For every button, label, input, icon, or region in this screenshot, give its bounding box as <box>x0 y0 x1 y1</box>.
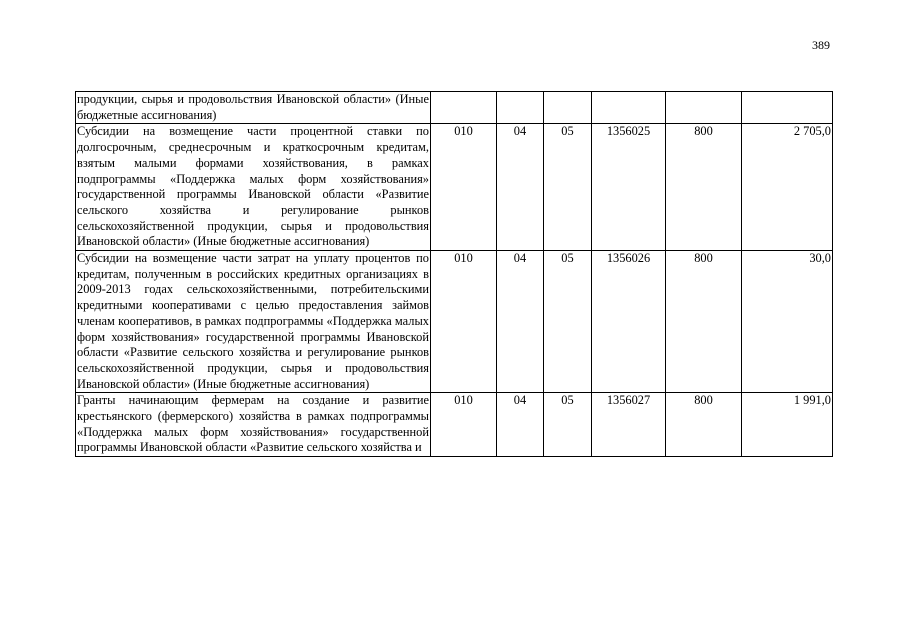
row-expense-type: 800 <box>666 251 742 393</box>
row-gr-code: 010 <box>431 393 497 457</box>
table-row <box>76 251 833 393</box>
row-section-code: 04 <box>497 251 544 393</box>
row-description: Субсидии на возмещение части процентной ставки по долгосрочным, среднесрочным и краткосрочным кредитам, взятым малыми формами хозяйствования, в рамках подпрограммы «Поддержка малых форм хозяйствования» государственной программы Ивановской области «Развитие сельского хозяйства и регулирование рынков сельскохозяйственной продукции, сырья и продовольствия Ивановской области» (Иные бюджетные ассигнования) <box>76 124 431 251</box>
row-subsection-code <box>544 92 592 124</box>
table-row <box>76 124 833 251</box>
row-amount: 1 991,0 <box>742 393 833 457</box>
row-gr-code: 010 <box>431 251 497 393</box>
row-target-code: 1356027 <box>592 393 666 457</box>
table-row <box>76 92 833 124</box>
row-expense-type: 800 <box>666 124 742 251</box>
row-amount: 30,0 <box>742 251 833 393</box>
row-target-code: 1356025 <box>592 124 666 251</box>
row-amount <box>742 92 833 124</box>
row-subsection-code: 05 <box>544 251 592 393</box>
row-subsection-code: 05 <box>544 393 592 457</box>
row-amount: 2 705,0 <box>742 124 833 251</box>
row-section-code: 04 <box>497 393 544 457</box>
row-description: Субсидии на возмещение части затрат на уплату процентов по кредитам, полученным в российских кредитных организациях в 2009-2013 годах сельскохозяйственными, потребительскими кредитными кооперативами с целью предоставления займов членам кооперативов, в рамках подпрограммы «Поддержка малых форм хозяйствования» государственной программы Ивановской области «Развитие сельского хозяйства и регулирование рынков сельскохозяйственной продукции, сырья и продовольствия Ивановской области» (Иные бюджетные ассигнования) <box>76 251 431 393</box>
row-subsection-code: 05 <box>544 124 592 251</box>
row-gr-code <box>431 92 497 124</box>
row-expense-type: 800 <box>666 393 742 457</box>
row-description: Гранты начинающим фермерам на создание и развитие крестьянского (фермерского) хозяйства в рамках подпрограммы «Поддержка малых форм хозяйствования» государственной программы Ивановской области «Развитие сельского хозяйства и <box>76 393 431 457</box>
row-target-code: 1356026 <box>592 251 666 393</box>
row-description: продукции, сырья и продовольствия Ивановской области» (Иные бюджетные ассигнования) <box>76 92 431 124</box>
row-section-code: 04 <box>497 124 544 251</box>
row-expense-type <box>666 92 742 124</box>
page-number: 389 <box>812 38 830 52</box>
table-row <box>76 393 833 457</box>
row-section-code <box>497 92 544 124</box>
row-target-code <box>592 92 666 124</box>
budget-table <box>75 91 833 457</box>
row-gr-code: 010 <box>431 124 497 251</box>
